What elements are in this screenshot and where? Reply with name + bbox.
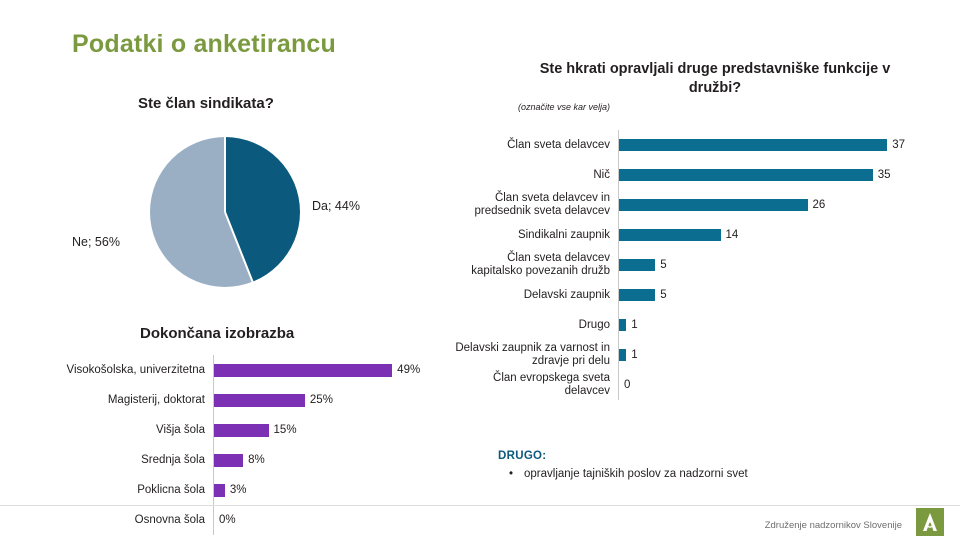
footer [0, 504, 960, 540]
bar-value-label: 0 [624, 379, 631, 391]
pie-label-da: Da; 44% [312, 199, 360, 213]
bar [619, 139, 887, 151]
pie-graphic [150, 137, 300, 287]
bar-track [213, 475, 460, 505]
bar-category-label: Član sveta delavcev kapitalsko povezanih družb [471, 252, 610, 277]
bar-track [618, 370, 955, 400]
bar-category-label: Osnovna šola [134, 514, 205, 526]
bar-value-label: 5 [660, 289, 667, 301]
bar-category-label: Član sveta delavcev in predsednik sveta delavcev [474, 192, 610, 217]
bar [214, 394, 305, 407]
bar-value-label: 25% [309, 394, 333, 406]
bar-category-label: Sindikalni zaupnik [517, 228, 610, 241]
bar-value-label: 1 [631, 349, 638, 361]
bar [619, 349, 626, 361]
chart-title-sindikat: Ste član sindikata? [138, 95, 274, 112]
chart-title-izobrazba: Dokončana izobrazba [140, 325, 295, 342]
drugo-note [498, 450, 918, 480]
bar-track [618, 130, 955, 160]
bar [214, 484, 225, 497]
bar-value-label: 37 [892, 139, 906, 151]
bar [619, 229, 721, 241]
drugo-note-text: opravljanje tajniških poslov za nadzorni svet [524, 468, 748, 480]
bar-value-label: 49% [397, 364, 421, 376]
bar-track [213, 415, 460, 445]
pie-divider [224, 212, 253, 282]
chart-row [455, 130, 955, 160]
bar [619, 169, 873, 181]
chart-pie-sindikat [60, 95, 460, 315]
pie-slices [150, 137, 300, 287]
bar-track [618, 190, 955, 220]
bar-category-label: Delavski zaupnik za varnost in zdravje pri delu [455, 342, 610, 367]
bar-track [618, 220, 955, 250]
chart-subtitle-funkcije: (označite vse kar velja) [518, 102, 611, 112]
bar-track [213, 385, 460, 415]
bar-value-label: 26 [812, 199, 826, 211]
bar [214, 364, 392, 377]
bar [214, 424, 269, 437]
bar-value-label: 14 [725, 229, 739, 241]
chart-row [30, 355, 460, 385]
chart-row [455, 310, 955, 340]
bar-value-label: 1 [631, 319, 638, 331]
chart-row [30, 445, 460, 475]
drugo-note-title: DRUGO: [498, 450, 547, 462]
bar-track [618, 160, 955, 190]
pie-divider [224, 137, 226, 212]
bar-category-label: Poklicna šola [137, 484, 205, 496]
chart-row [455, 250, 955, 280]
chart-row [30, 475, 460, 505]
chart-row [455, 280, 955, 310]
bar-category-label: Magisterij, doktorat [107, 394, 205, 406]
chart-rows-funkcije [455, 130, 955, 400]
chart-bar-izobrazba [30, 325, 460, 526]
chart-row [30, 415, 460, 445]
bar-category-label: Visokošolska, univerzitetna [66, 364, 205, 376]
chart-title-funkcije: Ste hkrati opravljali druge predstavniške funkcije v družbi? [539, 61, 891, 96]
chart-row [455, 220, 955, 250]
bar-category-label: Delavski zaupnik [523, 288, 610, 301]
znas-logo-icon [916, 508, 944, 536]
bar-track [618, 250, 955, 280]
chart-row [455, 190, 955, 220]
chart-row [455, 340, 955, 370]
chart-row [455, 160, 955, 190]
page-title: Podatki o anketirancu [72, 30, 336, 58]
bar-category-label: Nič [593, 168, 610, 181]
bar [619, 289, 655, 301]
bar [619, 199, 808, 211]
drugo-note-item [498, 468, 918, 480]
bar [214, 454, 243, 467]
footer-divider [0, 505, 960, 506]
bar-track [618, 340, 955, 370]
bar-value-label: 35 [877, 169, 891, 181]
bar-value-label: 8% [248, 454, 265, 466]
bar [619, 259, 655, 271]
bar-value-label: 5 [660, 259, 667, 271]
bullet-icon: • [508, 468, 514, 480]
bar-track [618, 310, 955, 340]
bar-value-label: 3% [229, 484, 247, 496]
chart-bar-funkcije [455, 50, 955, 420]
footer-text: Združenje nadzornikov Slovenije [764, 520, 902, 531]
bar-category-label: Član evropskega sveta delavcev [493, 372, 610, 397]
bar-track [213, 355, 460, 385]
bar-category-label: Drugo [578, 318, 610, 331]
chart-row [30, 385, 460, 415]
bar-category-label: Višja šola [155, 424, 205, 436]
bar-category-label: Srednja šola [141, 454, 205, 466]
bar-value-label: 0% [219, 514, 236, 526]
pie-label-ne: Ne; 56% [72, 235, 120, 249]
chart-row [455, 370, 955, 400]
bar-category-label: Član sveta delavcev [507, 138, 610, 151]
bar-track [213, 445, 460, 475]
bar [619, 319, 626, 331]
bar-track [618, 280, 955, 310]
bar-value-label: 15% [273, 424, 297, 436]
